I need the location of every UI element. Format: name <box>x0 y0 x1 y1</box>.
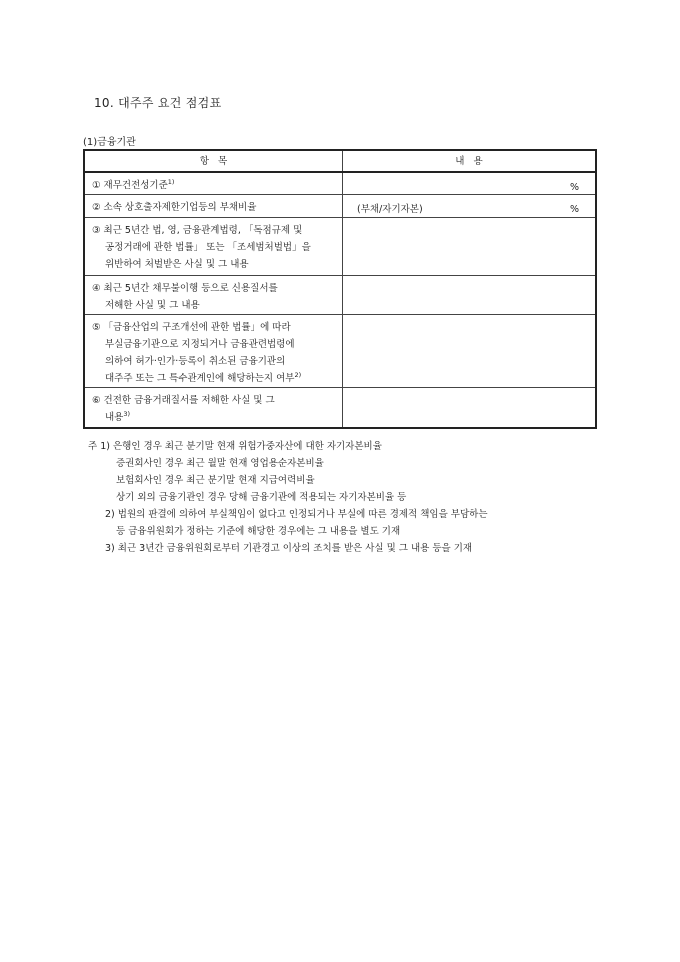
footnote-line: 등 금융위원회가 정하는 기준에 해당한 경우에는 그 내용을 별도 기재 <box>116 526 401 537</box>
percent-unit: % <box>569 182 579 193</box>
percent-unit: % <box>569 204 579 215</box>
row-item: ② 소속 상호출자제한기업등의 부채비율 <box>84 195 343 218</box>
subsection-title: (1)금융기관 <box>83 137 136 148</box>
row-item: ③ 최근 5년간 법, 영, 금융관계법령, 「독점규제 및 공정거래에 관한 법률」 또는 「조세범처벌법」을 위반하여 처벌받은 사실 및 그 내용 <box>84 218 343 276</box>
row-value <box>343 276 597 315</box>
footnotes <box>88 438 488 557</box>
footnote-line: 보험회사인 경우 최근 분기말 현재 지급여력비율 <box>116 475 315 486</box>
header-content: 내 용 <box>343 150 597 172</box>
row-item: ⑤ 「금융산업의 구조개선에 관한 법률」에 따라 부실금융기관으로 지정되거나 금융관련법령에 의하여 허가·인가·등록이 취소된 금융기관의 대주주 또는 그 특수관계인에 해당하는지 여부$^{2)}$ <box>84 315 343 388</box>
row-item: ⑥ 건전한 금융거래질서를 저해한 사실 및 그 내용$^{3)}$ <box>84 388 343 428</box>
table-row <box>84 276 596 315</box>
footnote-line: 증권회사인 경우 최근 월말 현재 영업용순자본비율 <box>116 458 324 469</box>
footnote-line: 2) 법원의 판결에 의하여 부실책임이 없다고 인정되거나 부실에 따른 경제적 책임을 부담하는 <box>105 509 488 520</box>
table-row <box>84 388 596 428</box>
footnote-line: 3) 최근 3년간 금융위원회로부터 기관경고 이상의 조치를 받은 사실 및 그 내용 등을 기재 <box>105 543 473 554</box>
table-header-row <box>84 150 596 172</box>
row-value <box>343 315 597 388</box>
footnote-line: 상기 외의 금융기관인 경우 당해 금융기관에 적용되는 자기자본비율 등 <box>116 492 407 503</box>
row-value <box>343 388 597 428</box>
table-row <box>84 218 596 276</box>
row-value <box>343 218 597 276</box>
header-item: 항 목 <box>84 150 343 172</box>
document-title: 10. 대주주 요건 점검표 <box>94 96 222 110</box>
table-row <box>84 195 596 218</box>
row-value <box>343 172 597 195</box>
ratio-note: (부채/자기자본) <box>357 204 423 215</box>
checklist-table <box>83 149 597 429</box>
footnote-line: 주 1) 은행인 경우 최근 분기말 현재 위험가중자산에 대한 자기자본비율 <box>88 441 382 452</box>
row-item: ④ 최근 5년간 채무불이행 등으로 신용질서를 저해한 사실 및 그 내용 <box>84 276 343 315</box>
table-row <box>84 172 596 195</box>
row-value <box>343 195 597 218</box>
row-item: ① 재무건전성기준$^{1)}$ <box>84 172 343 195</box>
table-row <box>84 315 596 388</box>
